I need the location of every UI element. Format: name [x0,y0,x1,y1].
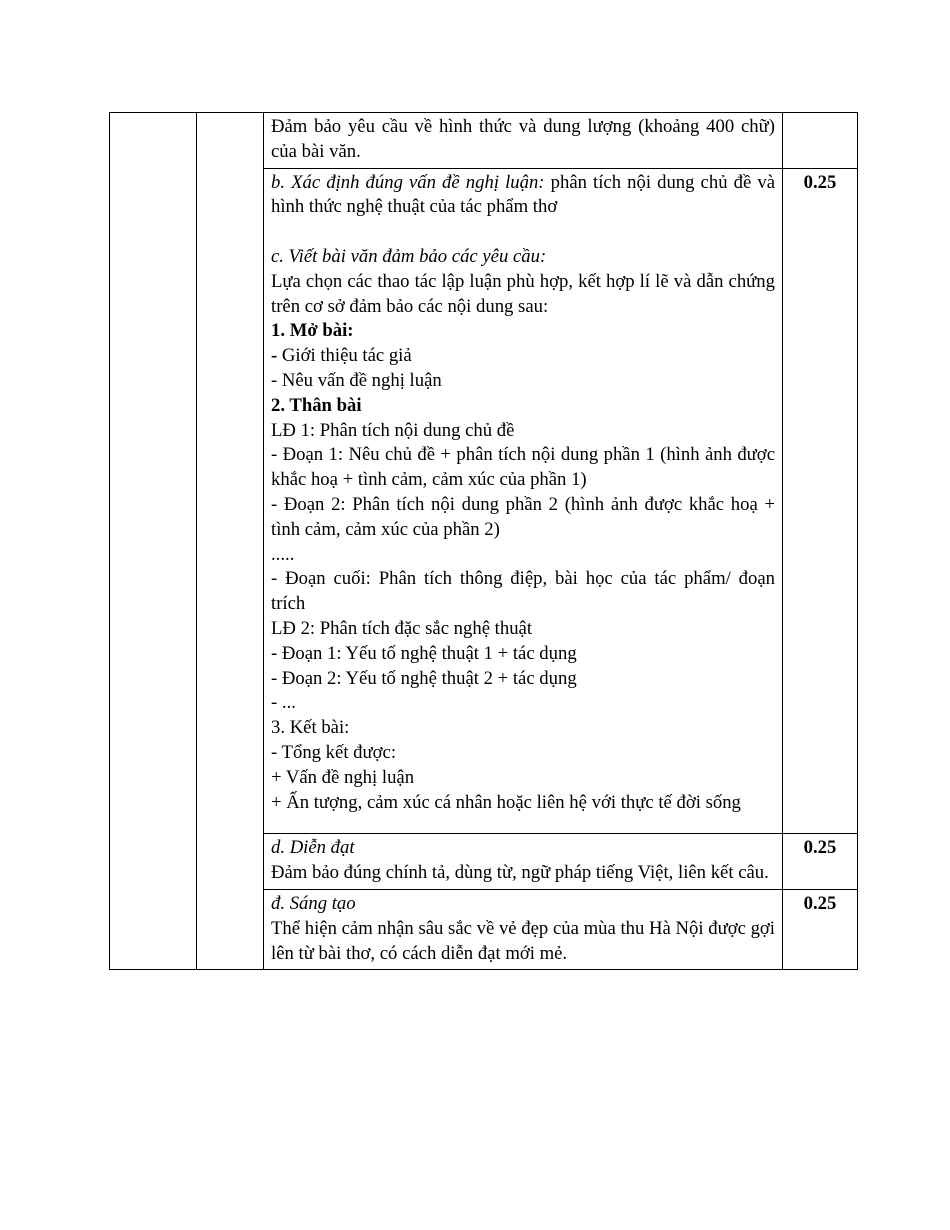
score-value: 0.25 [803,892,837,914]
ld1-ellipsis: ..... [271,543,295,565]
score-value: 0.25 [803,171,837,193]
mo-bai-heading: 1. Mở bài: [271,320,354,342]
table-row [110,113,858,169]
question-column-cell [110,113,197,970]
score-cell [783,834,858,890]
criterion-d-label: d. Diễn đạt [271,837,355,859]
score-cell [783,168,858,834]
ld1-item-1: - Đoạn 1: Nêu chủ đề + phân tích nội dung phần 1 (hình ảnh được khắc hoạ + tình cảm, cảm xúc của phần 1) [271,444,775,491]
content-cell [264,834,783,890]
ket-bai-item-3: + Ấn tượng, cảm xúc cá nhân hoặc liên hệ với thực tế đời sống [271,791,741,813]
criterion-e-label: đ. Sáng tạo [271,892,356,914]
than-bai-heading: 2. Thân bài [271,394,362,416]
grading-rubric-table [109,112,858,970]
bullet-dash: - [271,345,278,367]
score-value: 0.25 [803,837,837,859]
mo-bai-item-2: - Nêu vấn đề nghị luận [271,369,442,391]
criterion-b-text: phân tích nội dung chủ đề và hình thức nghệ thuật của tác phẩm thơ [271,171,775,218]
mo-bai-item-1-text: Giới thiệu tác giả [277,345,412,367]
ld1-heading: LĐ 1: Phân tích nội dung chủ đề [271,419,515,441]
criterion-c-label: c. Viết bài văn đảm bảo các yêu cầu: [271,245,547,267]
ld1-last-item: - Đoạn cuối: Phân tích thông điệp, bài học của tác phẩm/ đoạn trích [271,568,775,615]
criterion-b-label: b. Xác định đúng vấn đề nghị luận: [271,171,545,193]
format-requirement-text: Đảm bảo yêu cầu về hình thức và dung lượng (khoảng 400 chữ) của bài văn. [271,116,775,162]
criterion-c-intro: Lựa chọn các thao tác lập luận phù hợp, kết hợp lí lẽ và dẫn chứng trên cơ sở đảm bảo các nội dung sau: [271,270,775,317]
content-cell [264,113,783,169]
criterion-b [271,171,775,221]
blank-line [271,220,775,245]
ld2-ellipsis: - ... [271,692,296,714]
criterion-e-text: Thể hiện cảm nhận sâu sắc về vẻ đẹp của mùa thu Hà Nội được gợi lên từ bài thơ, có cách diễn đạt mới mẻ. [271,917,775,964]
mo-bai-item-1 [271,344,775,369]
criterion-d-text: Đảm bảo đúng chính tả, dùng từ, ngữ pháp tiếng Việt, liên kết câu. [271,862,769,884]
ld2-heading: LĐ 2: Phân tích đặc sắc nghệ thuật [271,617,533,639]
ket-bai-item-2: + Vấn đề nghị luận [271,766,415,788]
ket-bai-heading: 3. Kết bài: [271,717,350,739]
score-cell [783,889,858,969]
score-cell [783,113,858,169]
ld2-item-1: - Đoạn 1: Yếu tố nghệ thuật 1 + tác dụng [271,642,577,664]
ld2-item-2: - Đoạn 2: Yếu tố nghệ thuật 2 + tác dụng [271,667,577,689]
content-cell [264,168,783,834]
content-cell [264,889,783,969]
score-value [783,113,857,115]
ket-bai-item-1: - Tổng kết được: [271,741,397,763]
section-column-cell [197,113,264,970]
ld1-item-2: - Đoạn 2: Phân tích nội dung phần 2 (hình ảnh được khắc hoạ + tình cảm, cảm xúc của phần 2) [271,493,775,540]
